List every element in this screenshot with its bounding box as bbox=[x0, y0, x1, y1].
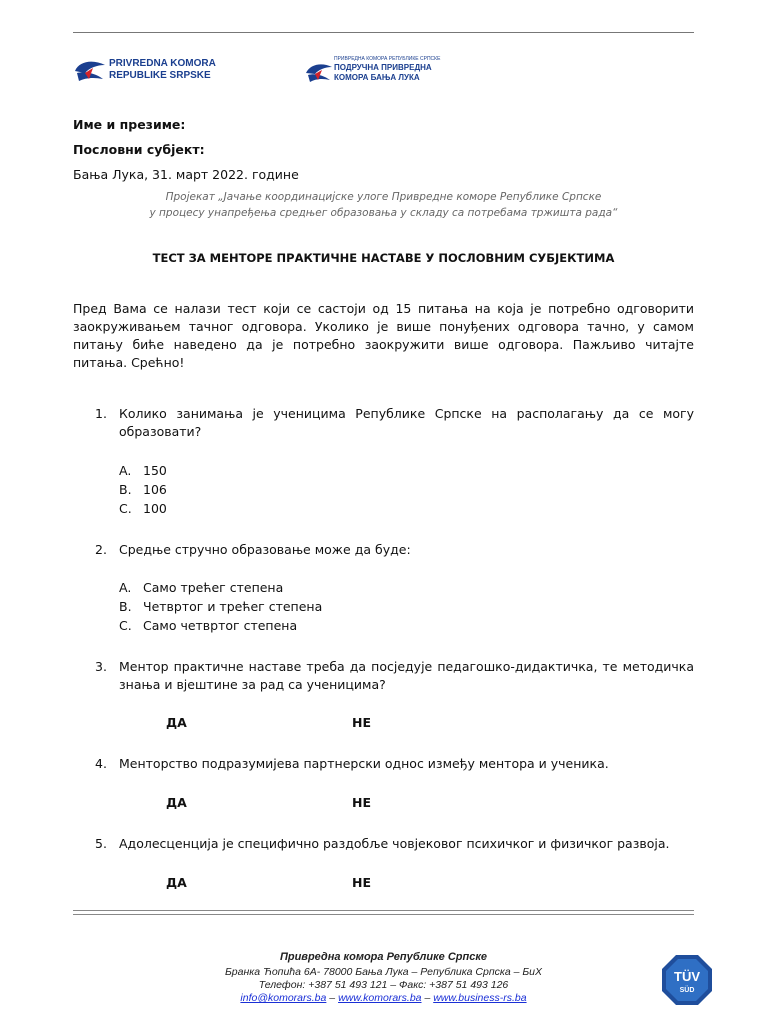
intro-paragraph: Пред Вама се налази тест који се састоји од 15 питања на која је потребно одговорити заокруживањем тачног одговора. Уколико је више понуђених одговора тачно, у самом питању биће наведено да је потребно заокружити више одговора. Пажљиво читајте питања. Срећно! bbox=[73, 301, 694, 370]
question-number: 4. bbox=[95, 756, 107, 771]
footer-separator: – bbox=[424, 992, 431, 1004]
question-2 bbox=[95, 541, 694, 559]
badge-top-text: TÜV bbox=[674, 969, 700, 984]
footer-phones: Телефон: +387 51 493 121 – Факс: +387 51 493 126 bbox=[258, 979, 509, 991]
logo-pk-rs bbox=[73, 55, 223, 87]
option-letter: C. bbox=[119, 618, 132, 633]
q1-option-a[interactable] bbox=[119, 463, 167, 478]
q2-option-b[interactable] bbox=[119, 599, 322, 614]
date-line: Бања Лука, 31. март 2022. године bbox=[73, 167, 299, 182]
option-letter: A. bbox=[119, 463, 132, 478]
business-website-link[interactable]: www.business-rs.ba bbox=[433, 992, 527, 1004]
option-text: 100 bbox=[143, 501, 167, 516]
option-text: Само четвртог степена bbox=[143, 618, 298, 633]
footer-links bbox=[73, 992, 694, 1004]
option-text: Само трећег степена bbox=[143, 580, 284, 595]
q5-no[interactable]: НЕ bbox=[352, 875, 372, 890]
option-text: 106 bbox=[143, 482, 167, 497]
option-text: Четвртог и трећег степена bbox=[143, 599, 323, 614]
logo-line2: REPUBLIKE SRPSKE bbox=[109, 70, 211, 81]
footer-address: Бранка Ћопића 6А- 78000 Бања Лука – Република Српска – БиХ bbox=[224, 966, 543, 978]
footer-separator: – bbox=[329, 992, 336, 1004]
q5-yes[interactable]: ДА bbox=[166, 875, 187, 890]
question-text: Ментор практичне наставе треба да посједује педагошко-дидактичка, те методичка знања и вјештине за рад са ученицима? bbox=[119, 659, 694, 692]
question-4 bbox=[95, 755, 694, 773]
website-link[interactable]: www.komorars.ba bbox=[338, 992, 422, 1004]
question-text: Средње стручно образовање може да буде: bbox=[119, 542, 411, 557]
q2-option-a[interactable] bbox=[119, 580, 283, 595]
bird-logo-icon bbox=[73, 57, 107, 85]
question-text: Адолесценција је специфично раздобље човјековог психичког и физичког развоја. bbox=[119, 836, 670, 851]
q4-yes[interactable]: ДА bbox=[166, 795, 187, 810]
logo-line1: ПОДРУЧНА ПРИВРЕДНА bbox=[334, 63, 432, 72]
q1-option-c[interactable] bbox=[119, 501, 167, 516]
option-letter: B. bbox=[119, 482, 132, 497]
question-text: Колико занимања је ученицима Републике Српске на располагању да се могу образовати? bbox=[119, 406, 694, 439]
email-link[interactable]: info@komorars.ba bbox=[240, 992, 327, 1004]
q4-no[interactable]: НЕ bbox=[352, 795, 372, 810]
question-text: Менторство подразумијева партнерски однос између ментора и ученика. bbox=[119, 756, 609, 771]
q3-yes[interactable]: ДА bbox=[166, 715, 187, 730]
q1-option-b[interactable] bbox=[119, 482, 167, 497]
test-title: ТЕСТ ЗА МЕНТОРЕ ПРАКТИЧНЕ НАСТАВЕ У ПОСЛОВНИМ СУБЈЕКТИМА bbox=[152, 251, 615, 265]
name-label: Име и презиме: bbox=[73, 117, 186, 132]
q3-no[interactable]: НЕ bbox=[352, 715, 372, 730]
tuv-badge-icon bbox=[660, 953, 714, 1007]
badge-bottom-text: SÜD bbox=[679, 987, 695, 994]
logo-small-line: ПРИВРЕДНА КОМОРА РЕПУБЛИКЕ СРПСКЕ bbox=[334, 56, 441, 62]
project-line2: у процесу унапређења средњег образовања у складу са потребама тржишта рада“ bbox=[149, 207, 618, 219]
option-text: 150 bbox=[143, 463, 167, 478]
option-letter: A. bbox=[119, 580, 132, 595]
option-letter: C. bbox=[119, 501, 132, 516]
logo-line1: PRIVREDNA KOMORA bbox=[109, 58, 216, 69]
question-3 bbox=[95, 658, 694, 694]
bird-logo-icon bbox=[305, 60, 333, 86]
footer-rule-2 bbox=[73, 914, 694, 915]
option-letter: B. bbox=[119, 599, 132, 614]
footer-rule bbox=[73, 910, 694, 911]
logo-line2: КОМОРА БАЊА ЛУКА bbox=[334, 73, 420, 82]
q2-option-c[interactable] bbox=[119, 618, 297, 633]
logo-pkbl bbox=[305, 54, 455, 94]
question-1 bbox=[95, 405, 694, 441]
top-rule bbox=[73, 32, 694, 33]
question-number: 5. bbox=[95, 836, 107, 851]
project-line1: Пројекат „Јачање координацијске улоге Привредне коморе Републике Српске bbox=[165, 191, 602, 203]
company-label: Пословни субјект: bbox=[73, 142, 205, 157]
question-number: 1. bbox=[95, 406, 107, 421]
question-number: 3. bbox=[95, 659, 107, 674]
question-5 bbox=[95, 835, 694, 853]
tuv-certification-badge bbox=[660, 953, 714, 1007]
question-number: 2. bbox=[95, 542, 107, 557]
footer-org: Привредна комора Републике Српске bbox=[279, 951, 488, 963]
